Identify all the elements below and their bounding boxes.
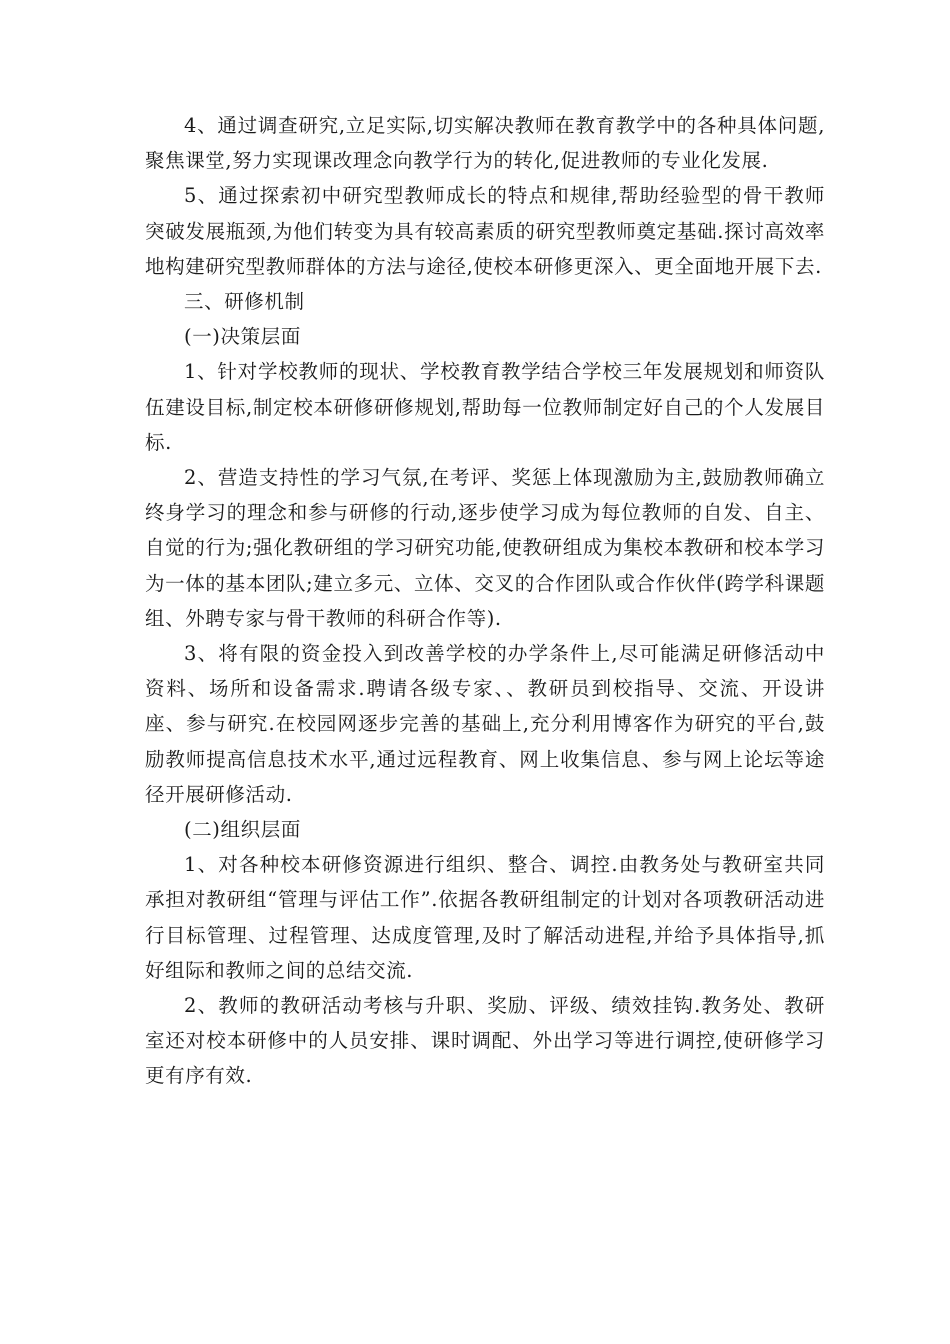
- paragraph-organization-2: 2、教师的教研活动考核与升职、奖励、评级、绩效挂钩.教务处、教研室还对校本研修中的人员安排、课时调配、外出学习等进行调控,使研修学习更有序有效.: [145, 994, 825, 1088]
- section-heading-mechanism: 三、研修机制: [184, 290, 305, 314]
- paragraph-decision-2: 2、营造支持性的学习气氛,在考评、奖惩上体现激励为主,鼓励教师确立终身学习的理念和参与研修的行动,逐步使学习成为每位教师的自发、自主、自觉的行为;强化教研组的学习研究功能,使教研组成为集校本教研和校本学习为一体的基本团队;建立多元、立体、交叉的合作团队或合作伙伴(跨学科课题组、外聘专家与骨干教师的科研合作等).: [145, 466, 825, 630]
- paragraph-decision-1: 1、针对学校教师的现状、学校教育教学结合学校三年发展规划和师资队伍建设目标,制定校本研修研修规划,帮助每一位教师制定好自己的个人发展目标.: [145, 360, 825, 454]
- paragraph-organization-1: 1、对各种校本研修资源进行组织、整合、调控.由教务处与教研室共同承担对教研组“管理与评估工作”.依据各教研组制定的计划对各项教研活动进行目标管理、过程管理、达成度管理,及时了解活动进程,并给予具体指导,抓好组际和教师之间的总结交流.: [145, 853, 825, 982]
- paragraph-goal-5: 5、通过探索初中研究型教师成长的特点和规律,帮助经验型的骨干教师突破发展瓶颈,为他们转变为具有较高素质的研究型教师奠定基础.探讨高效率地构建研究型教师群体的方法与途径,使校本研修更深入、更全面地开展下去.: [145, 184, 825, 278]
- subsection-heading-organization: (二)组织层面: [184, 818, 301, 842]
- document-body: [145, 108, 825, 1094]
- subsection-heading-decision: (一)决策层面: [184, 325, 301, 349]
- paragraph-goal-4: 4、通过调查研究,立足实际,切实解决教师在教育教学中的各种具体问题,聚焦课堂,努力实现课改理念向教学行为的转化,促进教师的专业化发展.: [145, 114, 825, 173]
- paragraph-decision-3: 3、将有限的资金投入到改善学校的办学条件上,尽可能满足研修活动中资料、场所和设备需求.聘请各级专家、、教研员到校指导、交流、开设讲座、参与研究.在校园网逐步完善的基础上,充分利用博客作为研究的平台,鼓励教师提高信息技术水平,通过远程教育、网上收集信息、参与网上论坛等途径开展研修活动.: [145, 642, 825, 806]
